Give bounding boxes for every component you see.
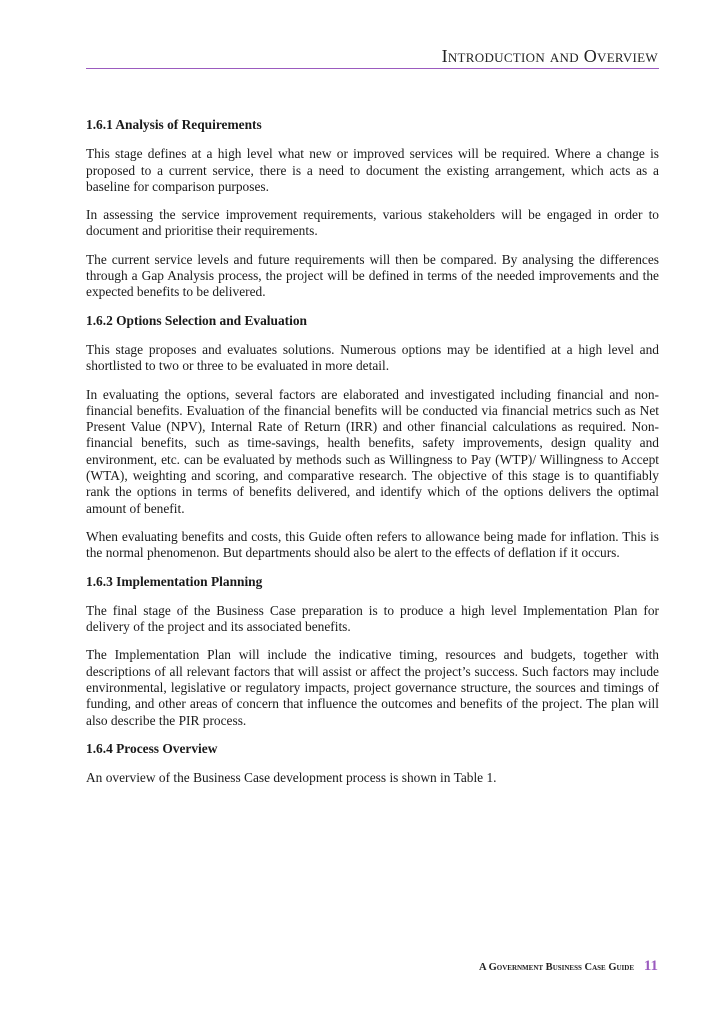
- header-rule: [86, 68, 659, 69]
- document-body: [86, 117, 659, 799]
- paragraph: This stage defines at a high level what new or improved services will be required. Where a change is proposed to a current service, there is a need to document the existing arrangement, which acts as a baseline for comparison purposes.: [86, 146, 659, 194]
- section-implementation-planning: [86, 574, 659, 729]
- paragraph: The Implementation Plan will include the indicative timing, resources and budgets, together with descriptions of all relevant factors that will assist or affect the project’s success. Such factors may include environmental, legislative or regulatory impacts, project governance structure, the sources and timings of funding, and other areas of concern that influence the outcomes and benefits of the project. The plan will also describe the PIR process.: [86, 647, 659, 728]
- paragraph: This stage proposes and evaluates solutions. Numerous options may be identified at a high level and shortlisted to two or three to be evaluated in more detail.: [86, 341, 659, 374]
- section-heading: 1.6.2 Options Selection and Evaluation: [86, 312, 307, 328]
- paragraph: An overview of the Business Case development process is shown in Table 1.: [86, 770, 497, 786]
- paragraph: The current service levels and future requirements will then be compared. By analysing the differences through a Gap Analysis process, the project will be defined in terms of the needed improvements and the expected benefits to be delivered.: [86, 251, 659, 300]
- footer-guide-title: A Government Business Case Guide: [478, 962, 634, 973]
- paragraph: The final stage of the Business Case preparation is to produce a high level Implementation Plan for delivery of the project and its associated benefits.: [86, 602, 659, 635]
- section-options-selection: [86, 313, 659, 562]
- paragraph: When evaluating benefits and costs, this Guide often refers to allowance being made for inflation. This is the normal phenomenon. But departments should also be alert to the effects of deflation if it occurs.: [86, 528, 659, 561]
- page-number: 11: [643, 958, 658, 974]
- paragraph: In evaluating the options, several factors are elaborated and investigated including financial and non-financial benefits. Evaluation of the financial benefits will be conducted via financial metrics such as Net Present Value (NPV), Internal Rate of Return (IRR) and other financial calculations as required. Non-financial benefits, such as time-savings, health benefits, safety improvements, design quality and environment, etc. can be evaluated by methods such as Willingness to Pay (WTP)/ Willingness to Accept (WTA), weighting and scoring, and comparative research. The objective of this stage is to quantifiably rank the options in terms of benefits delivered, and identify which of the options delivers the optimal amount of benefit.: [86, 386, 659, 516]
- section-analysis-of-requirements: [86, 117, 659, 301]
- section-heading: 1.6.3 Implementation Planning: [86, 573, 263, 589]
- section-heading: 1.6.4 Process Overview: [86, 740, 218, 756]
- section-heading: 1.6.1 Analysis of Requirements: [86, 117, 262, 132]
- paragraph: In assessing the service improvement requirements, various stakeholders will be engaged in order to document and prioritise their requirements.: [86, 207, 659, 239]
- section-process-overview: [86, 741, 659, 787]
- running-header-title: Introduction and Overview: [441, 46, 658, 66]
